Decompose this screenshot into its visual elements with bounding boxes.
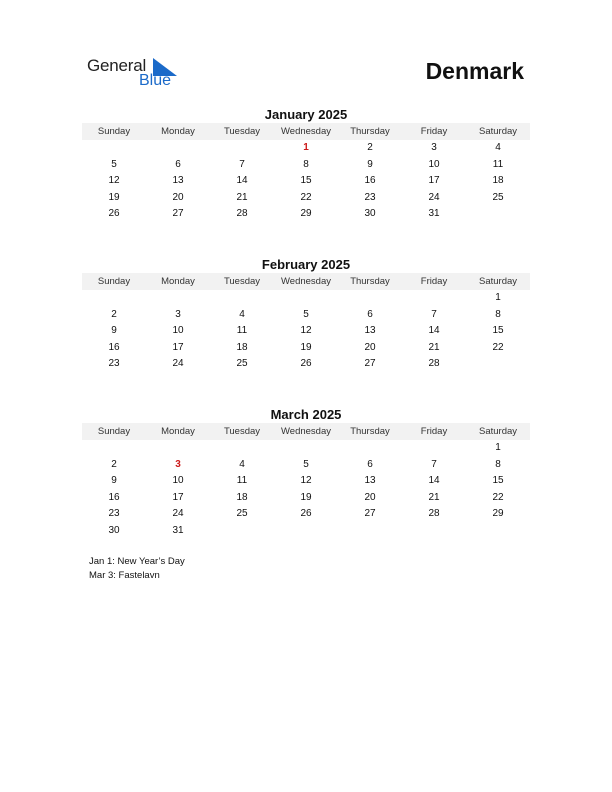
day-cell: 26 (300, 508, 312, 520)
day-cell: 27 (364, 358, 376, 370)
day-cell: 7 (431, 308, 437, 320)
day-cell: 18 (492, 175, 504, 187)
weekday-header-row (82, 123, 530, 140)
day-cell: 31 (172, 524, 184, 536)
day-cell: 19 (300, 491, 312, 503)
weekday-label: Monday (161, 126, 195, 137)
week-row (82, 206, 530, 223)
weekday-label: Thursday (350, 126, 390, 137)
day-cell: 2 (111, 458, 117, 470)
day-cell: 15 (300, 175, 312, 187)
weekday-label: Thursday (350, 276, 390, 287)
weekday-label: Tuesday (223, 276, 261, 287)
day-cell: 9 (367, 158, 373, 170)
day-cell: 1 (495, 292, 501, 303)
day-cell: 10 (172, 475, 184, 487)
empty-day-cell (402, 523, 466, 540)
weekday-label: Friday (420, 126, 448, 137)
day-cell: 21 (236, 191, 248, 203)
empty-day-cell (82, 290, 146, 307)
day-cell: 9 (111, 475, 117, 487)
day-cell: 23 (364, 191, 376, 203)
weekday-label: Saturday (478, 276, 518, 287)
week-row (82, 340, 530, 357)
day-cell: 28 (428, 508, 440, 520)
week-row (82, 356, 530, 373)
day-cell: 13 (364, 325, 376, 337)
country-title: Denmark (425, 58, 524, 84)
day-cell: 19 (108, 191, 120, 203)
day-cell: 1 (495, 442, 501, 453)
day-cell: 3 (431, 142, 437, 153)
month-title: February 2025 (261, 257, 351, 272)
day-cell: 16 (108, 491, 120, 503)
day-cell: 15 (492, 475, 504, 487)
day-cell: 9 (111, 325, 117, 337)
day-cell: 3 (175, 458, 181, 470)
empty-day-cell (210, 140, 274, 157)
day-cell: 5 (303, 308, 309, 320)
weekday-label: Sunday (97, 426, 131, 437)
day-cell: 29 (492, 508, 504, 520)
day-cell: 20 (172, 191, 184, 203)
empty-day-cell (82, 440, 146, 457)
day-cell: 20 (364, 491, 376, 503)
day-cell: 20 (364, 341, 376, 353)
day-cell: 8 (303, 158, 309, 170)
day-cell: 25 (236, 508, 248, 520)
weekday-label: Saturday (478, 426, 518, 437)
week-row (82, 323, 530, 340)
day-cell: 5 (111, 158, 117, 170)
week-row (82, 190, 530, 207)
day-cell: 21 (428, 491, 440, 503)
holiday-notes (89, 555, 185, 583)
day-cell: 3 (175, 308, 181, 320)
holiday-note: Mar 3: Fastelavn (89, 570, 160, 581)
day-cell: 31 (428, 208, 440, 220)
week-row (82, 490, 530, 507)
day-cell: 13 (172, 175, 184, 187)
day-cell: 17 (428, 175, 440, 187)
day-cell: 14 (236, 175, 248, 187)
week-row (82, 506, 530, 523)
weekday-label: Tuesday (223, 426, 261, 437)
day-cell: 4 (495, 142, 501, 153)
empty-day-cell (338, 290, 402, 307)
day-cell: 12 (300, 325, 312, 337)
week-row (82, 457, 530, 474)
day-cell: 29 (300, 208, 312, 220)
weekday-label: Sunday (97, 276, 131, 287)
day-cell: 30 (108, 524, 120, 536)
day-cell: 14 (428, 475, 440, 487)
empty-day-cell (338, 523, 402, 540)
generalblue-logo (87, 56, 197, 92)
day-cell: 25 (236, 358, 248, 370)
empty-day-cell (274, 440, 338, 457)
weekday-label: Saturday (478, 126, 518, 137)
weekday-label: Tuesday (223, 126, 261, 137)
weekday-label: Monday (161, 426, 195, 437)
empty-day-cell (466, 356, 530, 373)
day-cell: 5 (303, 458, 309, 470)
day-cell: 22 (300, 191, 312, 203)
day-cell: 4 (239, 458, 245, 470)
week-row (82, 440, 530, 457)
day-cell: 14 (428, 325, 440, 337)
day-cell: 21 (428, 341, 440, 353)
week-row (82, 307, 530, 324)
day-cell: 27 (364, 508, 376, 520)
day-cell: 13 (364, 475, 376, 487)
weekday-label: Sunday (97, 126, 131, 137)
day-cell: 11 (236, 325, 248, 337)
empty-day-cell (146, 440, 210, 457)
day-cell: 22 (492, 341, 504, 353)
holiday-note: Jan 1: New Year’s Day (89, 556, 185, 567)
empty-day-cell (274, 290, 338, 307)
logo-text-blue: Blue (139, 72, 172, 89)
day-cell: 15 (492, 325, 504, 337)
day-cell: 8 (495, 308, 501, 320)
week-row (82, 290, 530, 307)
day-cell: 6 (367, 458, 373, 470)
empty-day-cell (210, 290, 274, 307)
weekday-label: Monday (161, 276, 195, 287)
week-row (82, 523, 530, 540)
day-cell: 28 (428, 358, 440, 370)
day-cell: 26 (300, 358, 312, 370)
empty-day-cell (466, 523, 530, 540)
day-cell: 18 (236, 341, 248, 353)
empty-day-cell (402, 440, 466, 457)
day-cell: 10 (172, 325, 184, 337)
weekday-header-row (82, 273, 530, 290)
month-march (82, 406, 530, 540)
weekday-label: Wednesday (281, 276, 331, 287)
day-cell: 18 (236, 491, 248, 503)
month-title: January 2025 (264, 107, 348, 122)
day-cell: 24 (172, 358, 184, 370)
day-cell: 11 (492, 158, 504, 170)
day-cell: 11 (236, 475, 248, 487)
month-february (82, 256, 530, 373)
logo-text-general: General (87, 56, 147, 75)
empty-day-cell (402, 290, 466, 307)
day-cell: 16 (108, 341, 120, 353)
day-cell: 12 (300, 475, 312, 487)
day-cell: 4 (239, 308, 245, 320)
day-cell: 24 (428, 191, 440, 203)
day-cell: 23 (108, 508, 120, 520)
week-row (82, 473, 530, 490)
day-cell: 23 (108, 358, 120, 370)
day-cell: 2 (367, 142, 373, 153)
weekday-label: Friday (420, 426, 448, 437)
empty-day-cell (146, 140, 210, 157)
day-cell: 26 (108, 208, 120, 220)
day-cell: 25 (492, 191, 504, 203)
empty-day-cell (146, 290, 210, 307)
week-row (82, 140, 530, 157)
weekday-label: Thursday (350, 426, 390, 437)
day-cell: 7 (431, 458, 437, 470)
empty-day-cell (210, 523, 274, 540)
week-row (82, 173, 530, 190)
month-title: March 2025 (270, 407, 342, 422)
week-row (82, 157, 530, 174)
weekday-label: Wednesday (281, 126, 331, 137)
day-cell: 7 (239, 158, 245, 170)
day-cell: 2 (111, 308, 117, 320)
day-cell: 12 (108, 175, 120, 187)
empty-day-cell (466, 206, 530, 223)
weekday-label: Wednesday (281, 426, 331, 437)
day-cell: 22 (492, 491, 504, 503)
day-cell: 17 (172, 341, 184, 353)
empty-day-cell (82, 140, 146, 157)
day-cell: 6 (367, 308, 373, 320)
empty-day-cell (210, 440, 274, 457)
day-cell: 10 (428, 158, 440, 170)
weekday-label: Friday (420, 276, 448, 287)
day-cell: 30 (364, 208, 376, 220)
weekday-header-row (82, 423, 530, 440)
day-cell: 6 (175, 158, 181, 170)
day-cell: 1 (303, 142, 309, 153)
day-cell: 27 (172, 208, 184, 220)
day-cell: 16 (364, 175, 376, 187)
day-cell: 8 (495, 458, 501, 470)
month-january (82, 106, 530, 223)
day-cell: 28 (236, 208, 248, 220)
day-cell: 24 (172, 508, 184, 520)
day-cell: 19 (300, 341, 312, 353)
empty-day-cell (274, 523, 338, 540)
empty-day-cell (338, 440, 402, 457)
day-cell: 17 (172, 491, 184, 503)
